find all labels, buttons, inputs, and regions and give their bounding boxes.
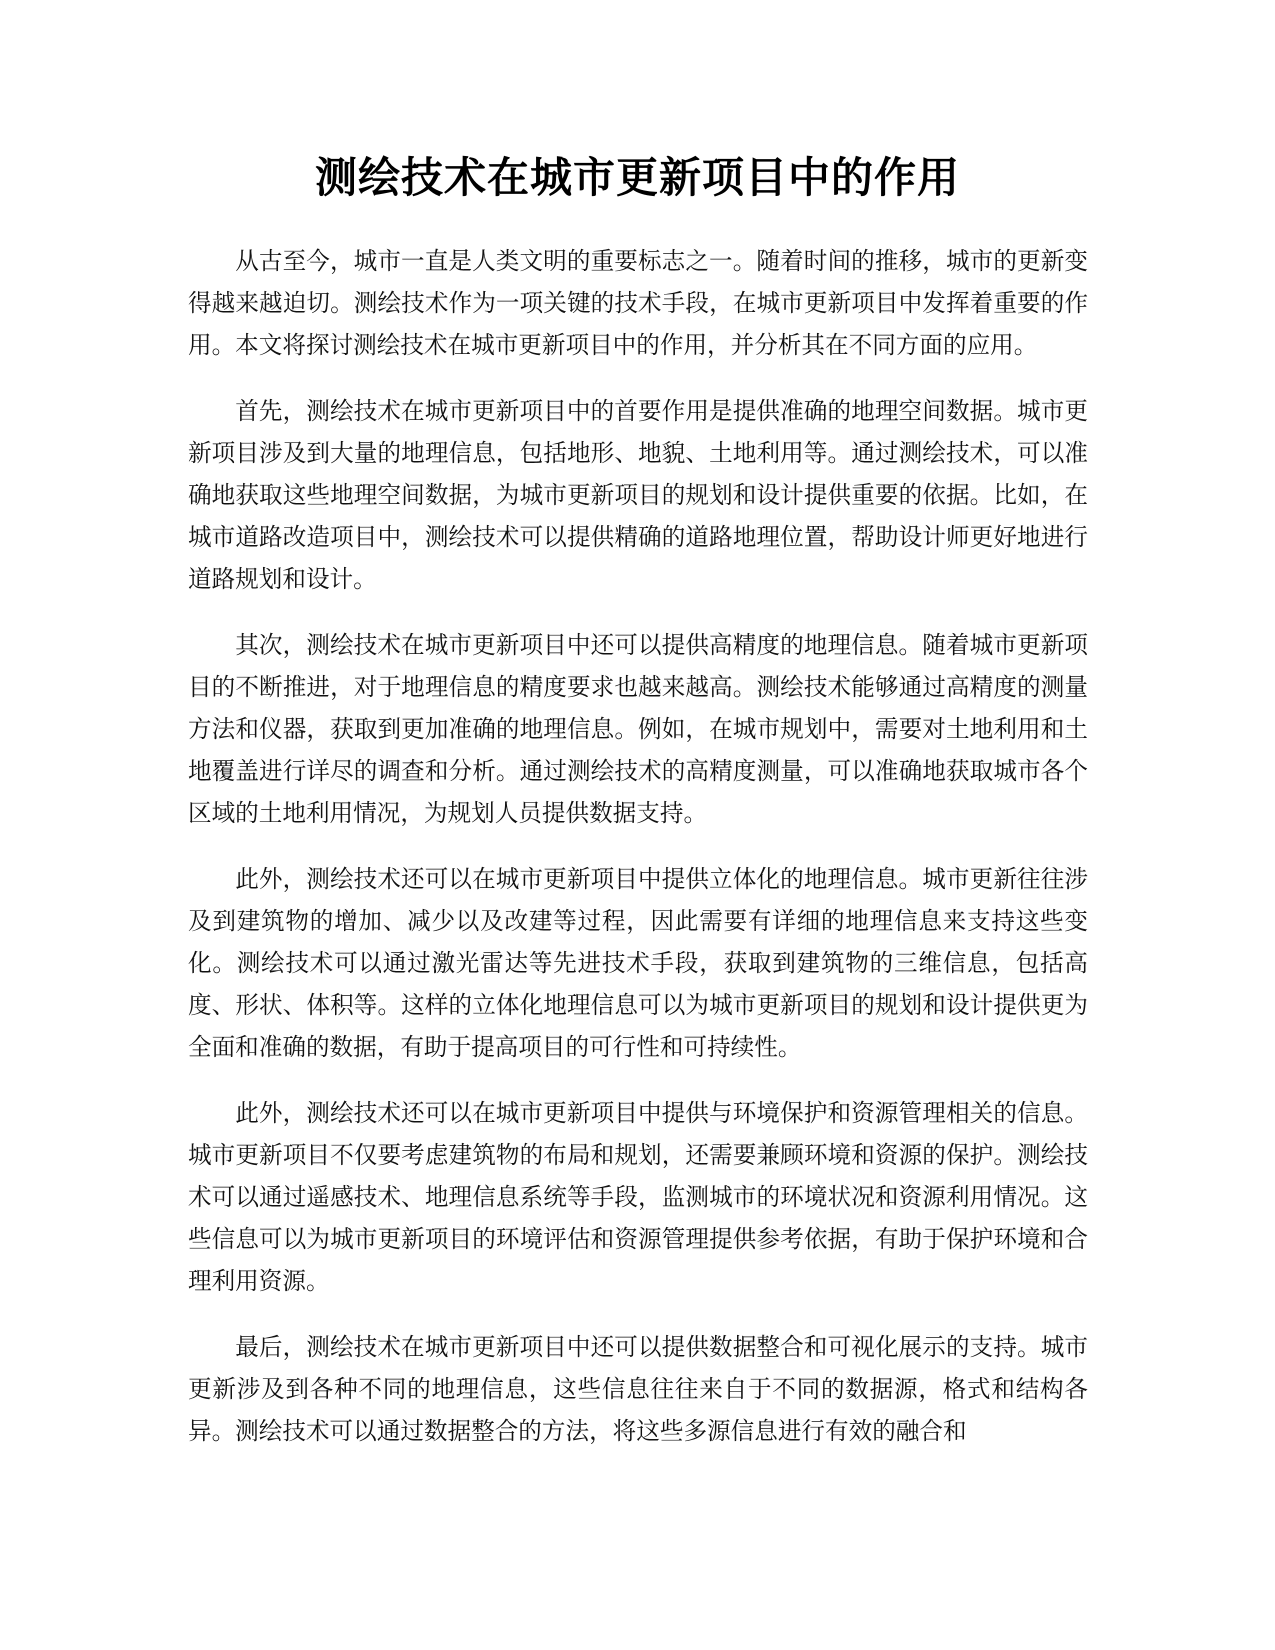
document-body [188,240,1088,1476]
paragraph-second: 其次，测绘技术在城市更新项目中还可以提供高精度的地理信息。随着城市更新项目的不断推进，对于地理信息的精度要求也越来越高。测绘技术能够通过高精度的测量方法和仪器，获取到更加准确的地理信息。例如，在城市规划中，需要对土地利用和土地覆盖进行详尽的调查和分析。通过测绘技术的高精度测量，可以准确地获取城市各个区域的土地利用情况，为规划人员提供数据支持。 [188,631,1088,827]
paragraph-fourth: 此外，测绘技术还可以在城市更新项目中提供与环境保护和资源管理相关的信息。城市更新项目不仅要考虑建筑物的布局和规划，还需要兼顾环境和资源的保护。测绘技术可以通过遥感技术、地理信息系统等手段，监测城市的环境状况和资源利用情况。这些信息可以为城市更新项目的环境评估和资源管理提供参考依据，有助于保护环境和合理利用资源。 [188,1099,1088,1295]
paragraph-intro: 从古至今，城市一直是人类文明的重要标志之一。随着时间的推移，城市的更新变得越来越迫切。测绘技术作为一项关键的技术手段，在城市更新项目中发挥着重要的作用。本文将探讨测绘技术在城市更新项目中的作用，并分析其在不同方面的应用。 [188,247,1088,359]
paragraph-last: 最后，测绘技术在城市更新项目中还可以提供数据整合和可视化展示的支持。城市更新涉及到各种不同的地理信息，这些信息往往来自于不同的数据源，格式和结构各异。测绘技术可以通过数据整合的方法，将这些多源信息进行有效的融合和 [188,1333,1088,1445]
paragraph-third: 此外，测绘技术还可以在城市更新项目中提供立体化的地理信息。城市更新往往涉及到建筑物的增加、减少以及改建等过程，因此需要有详细的地理信息来支持这些变化。测绘技术可以通过激光雷达等先进技术手段，获取到建筑物的三维信息，包括高度、形状、体积等。这样的立体化地理信息可以为城市更新项目的规划和设计提供更为全面和准确的数据，有助于提高项目的可行性和可持续性。 [188,865,1088,1061]
paragraph-first: 首先，测绘技术在城市更新项目中的首要作用是提供准确的地理空间数据。城市更新项目涉及到大量的地理信息，包括地形、地貌、土地利用等。通过测绘技术，可以准确地获取这些地理空间数据，为城市更新项目的规划和设计提供重要的依据。比如，在城市道路改造项目中，测绘技术可以提供精确的道路地理位置，帮助设计师更好地进行道路规划和设计。 [188,397,1088,593]
document-title: 测绘技术在城市更新项目中的作用 [314,153,960,202]
